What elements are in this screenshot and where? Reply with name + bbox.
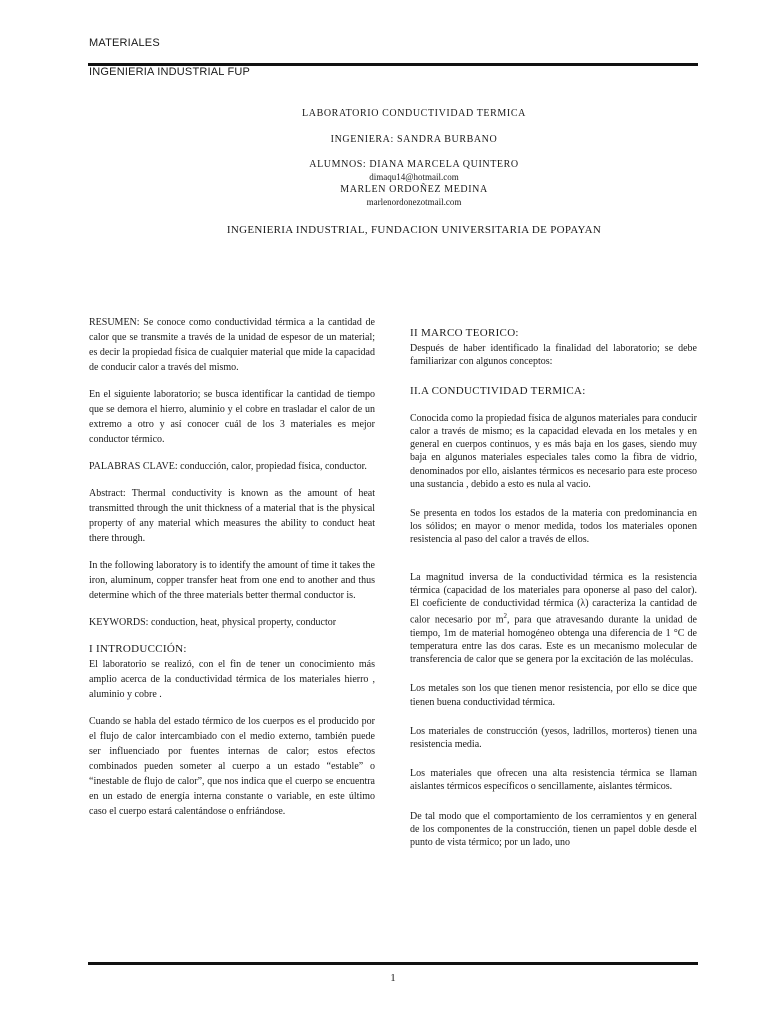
student-email-1: dimaqu14@hotmail.com <box>369 172 459 182</box>
abstract-paragraph: Abstract: Thermal conductivity is known as the amount of heat transmitted through the unit thickness of a material that is the physical property of any material which measures the ability to conduct heat there through. <box>89 488 375 544</box>
lab-title: LABORATORIO CONDUCTIVIDAD TERMICA <box>302 108 526 119</box>
superscript-two: 2 <box>503 612 508 621</box>
institution-line: INGENIERIA INDUSTRIAL, FUNDACION UNIVERSITARIA DE POPAYAN <box>226 224 602 236</box>
resistance-text-a: La magnitud inversa de la conductividad térmica es la resistencia térmica (capacidad de los materiales para oponerse al paso del calor). El coeficiente de conductividad térmica (λ) caracteriza la cantidad de calor necesario por m <box>410 571 697 626</box>
student-name-2: MARLEN ORDOÑEZ MEDINA <box>340 184 488 195</box>
page-number: 1 <box>390 972 396 984</box>
marco-heading: II MARCO TEORICO: <box>410 327 519 339</box>
resumen-paragraph <box>89 315 375 375</box>
resistance-paragraph <box>410 571 697 667</box>
palabras-text: conducción, calor, propiedad física, conductor. <box>180 461 367 472</box>
metals-paragraph: Los metales son los que tienen menor resistencia, por ello se dice que tienen buena conductividad térmica. <box>410 683 697 708</box>
thermal-state-paragraph: Cuando se habla del estado térmico de los cuerpos es el producido por el flujo de calor intercambiado con el medio externo, también puede ser influenciado por fuentes internas de calor; estos efectos combinados pueden someter al cuerpo a un estado “estable” o “inestable de flujo de calor”, que nos indica que el cuerpo se encuentra en un estado de energía interna constante o variable, en este último caso el cuerpo estará calentándose o enfriándose. <box>89 716 375 817</box>
resumen-label: RESUMEN: <box>89 317 140 328</box>
keywords-es-paragraph <box>89 459 375 474</box>
keywords-en-paragraph <box>89 615 375 630</box>
states-paragraph: Se presenta en todos los estados de la materia con predominancia en los sólidos; en mayor o menor medida, todos los materiales oponen resistencia al paso del calor a través de ellos. <box>410 508 697 546</box>
running-header-title: MATERIALES <box>89 37 160 49</box>
objective-paragraph: En el siguiente laboratorio; se busca identificar la cantidad de tiempo que se demora el hierro, aluminio y el cobre en trasladar el calor de un extremo a otro y así conocer cuál de los 3 materiales es mejor conductor térmico. <box>89 389 375 445</box>
students-line: ALUMNOS: DIANA MARCELA QUINTERO <box>309 159 519 170</box>
enclosures-paragraph: De tal modo que el comportamiento de los cerramientos y en general de los componentes de la construcción, tienen un papel doble desde el punto de vista térmico; por un lado, uno <box>410 810 697 849</box>
running-header-subtitle: INGENIERIA INDUSTRIAL FUP <box>89 66 251 78</box>
resumen-text: Se conoce como conductividad térmica a la cantidad de calor que se transmite a través de la unidad de espesor de un material; es decir la propiedad física de cualquier material que mide la capacidad de conducir calor a través del mismo. <box>89 317 375 373</box>
footer-rule <box>88 962 698 965</box>
resistance-text-b: , para que atravesando durante la unidad de tiempo, 1m de material homogéneo obtenga una diferencia de 1 °C de temperatura entre las dos caras. Este es un mecanismo molecular de transferencia de calor que se genera por la excitación de las moléculas. <box>410 614 697 666</box>
left-column <box>89 315 375 831</box>
intro-heading: I INTRODUCCIÓN: <box>89 643 187 655</box>
keywords-text: : conduction, heat, physical property, conductor <box>145 617 337 628</box>
construction-paragraph: Los materiales de construcción (yesos, ladrillos, morteros) tienen una resistencia media. <box>410 725 697 750</box>
right-column <box>410 327 697 861</box>
definition-paragraph: Conocida como la propiedad física de algunos materiales para conducir calor a través de mismo; es la capacidad elevada en los metales y en general en cuerpos continuos, y es más baja en los gases, siendo muy baja en algunos materiales especiales tales como la fibra de vidrio, denominados por ello, aislantes térmicos es necesario para este proceso una sustancia , debido a esto es nula al vacio. <box>410 412 697 490</box>
insulators-paragraph: Los materiales que ofrecen una alta resistencia térmica se llaman aislantes térmicos específicos o sencillamente, aislantes térmicos. <box>410 768 697 793</box>
following-paragraph: In the following laboratory is to identify the amount of time it takes the iron, aluminum, copper transfer heat from one end to another and thus determine which of the three materials better thermal conductor is. <box>89 560 375 601</box>
intro-paragraph: El laboratorio se realizó, con el fin de tener un conocimiento más amplio acerca de la conductividad térmica de los materiales hierro , aluminio y cobre . <box>89 659 375 700</box>
conductividad-heading: II.A CONDUCTIVIDAD TERMICA: <box>410 384 586 397</box>
engineer-line: INGENIERA: SANDRA BURBANO <box>330 134 498 145</box>
student-email-2: marlenordonezotmail.com <box>366 197 462 207</box>
keywords-label: KEYWORDS <box>89 617 146 628</box>
marco-paragraph: Después de haber identificado la finalidad del laboratorio; se debe familiarizar con algunos conceptos: <box>410 343 697 368</box>
palabras-label: PALABRAS CLAVE: <box>89 461 178 472</box>
